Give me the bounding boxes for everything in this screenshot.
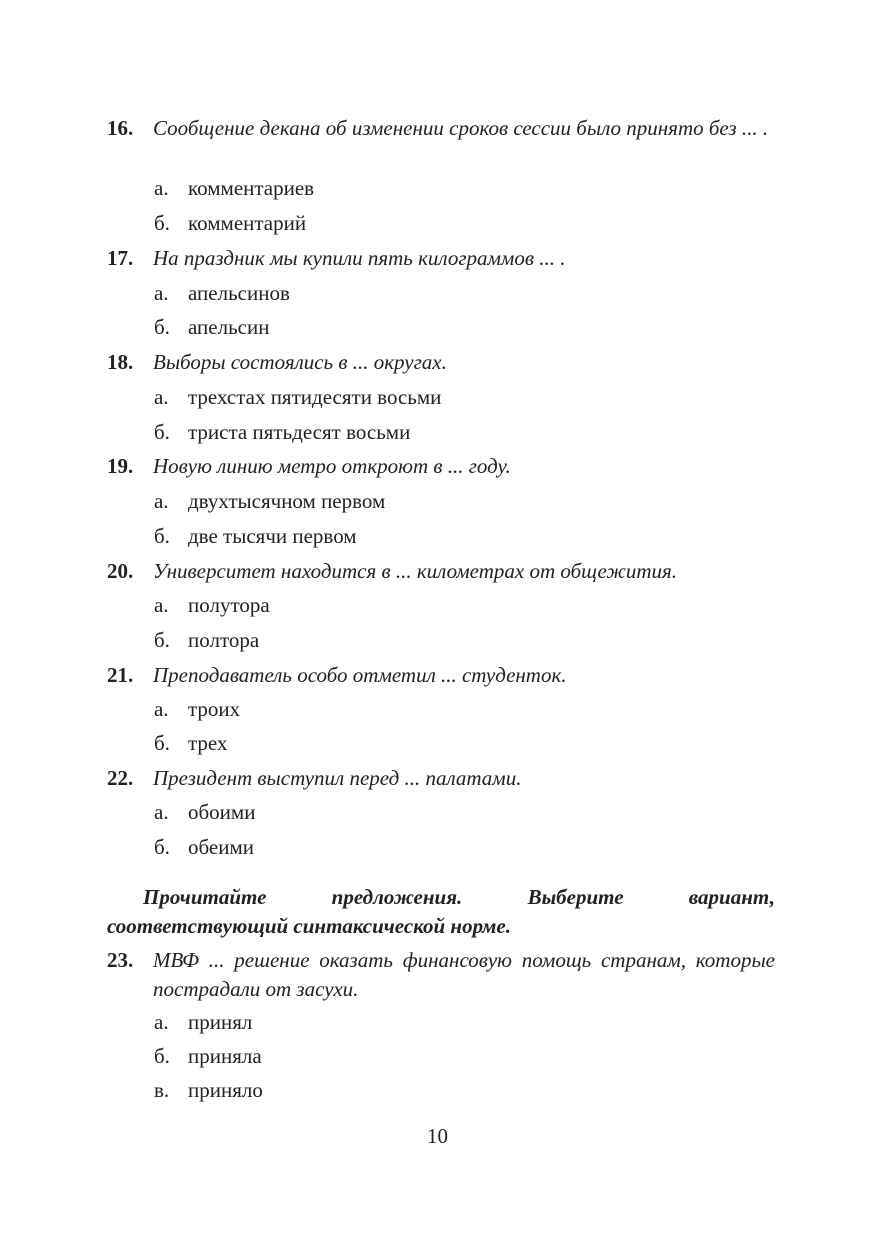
option-letter: а.	[154, 800, 169, 824]
question-text: Выборы состоялись в ... округах.	[153, 350, 447, 374]
question-text: Университет находится в ... километрах от общежития.	[153, 559, 678, 583]
question-text: Сообщение декана об изменении сроков сессии было принято без ... .	[153, 116, 769, 140]
option-text: троих	[188, 697, 241, 721]
question-number: 19.	[107, 454, 134, 478]
option	[154, 695, 240, 724]
option-letter: б.	[154, 315, 170, 339]
option-text: комментарий	[188, 211, 307, 235]
option-text: трехстах пятидесяти восьми	[188, 385, 442, 409]
question-22	[107, 764, 775, 793]
option-text: апельсин	[188, 315, 270, 339]
question-16	[107, 114, 775, 143]
question-text: Преподаватель особо отметил ... студенток.	[153, 663, 567, 687]
option-letter: б.	[154, 420, 170, 444]
option-letter: б.	[154, 835, 170, 859]
option-letter: а.	[154, 697, 169, 721]
option-text: полутора	[188, 593, 270, 617]
option-text: апельсинов	[188, 281, 290, 305]
option	[154, 1008, 252, 1037]
option-text: триста пятьдесят восьми	[188, 420, 411, 444]
option-letter: а.	[154, 385, 169, 409]
question-text: На праздник мы купили пять килограммов ... .	[153, 246, 566, 270]
option-letter: б.	[154, 731, 170, 755]
option-text: принял	[188, 1010, 253, 1034]
option-letter: в.	[154, 1078, 170, 1102]
question-20	[107, 557, 775, 586]
option-text: трех	[188, 731, 228, 755]
question-number: 17.	[107, 246, 134, 270]
question-18	[107, 348, 775, 377]
option	[154, 174, 314, 203]
page-number: 10	[427, 1124, 448, 1148]
option-letter: б.	[154, 628, 170, 652]
option	[154, 209, 306, 238]
question-number: 21.	[107, 663, 134, 687]
option-text: комментариев	[188, 176, 315, 200]
question-21	[107, 661, 775, 690]
option-letter: б.	[154, 524, 170, 548]
question-number: 16.	[107, 116, 134, 140]
option	[154, 1042, 262, 1071]
option-letter: а.	[154, 281, 169, 305]
question-number: 23.	[107, 948, 134, 972]
option-letter: а.	[154, 593, 169, 617]
option	[154, 313, 269, 342]
option	[154, 418, 410, 447]
question-number: 22.	[107, 766, 134, 790]
option	[154, 522, 357, 551]
option-text: полтора	[188, 628, 260, 652]
option	[154, 279, 290, 308]
option-letter: а.	[154, 1010, 169, 1034]
option-letter: а.	[154, 489, 169, 513]
question-number: 20.	[107, 559, 134, 583]
option	[154, 487, 385, 516]
question-19	[107, 452, 775, 481]
question-number: 18.	[107, 350, 134, 374]
option-text: две тысячи первом	[188, 524, 357, 548]
section-instruction: Прочитайте предложения. Выберите вариант, соответствующий синтаксической норме.	[107, 885, 775, 938]
option-text: обеими	[188, 835, 254, 859]
question-23	[107, 946, 775, 1004]
option-letter: б.	[154, 1044, 170, 1068]
option	[154, 626, 259, 655]
option-text: приняла	[188, 1044, 262, 1068]
option-text: приняло	[188, 1078, 263, 1102]
option	[154, 729, 227, 758]
question-17	[107, 244, 775, 273]
option	[154, 1076, 263, 1105]
option-text: двухтысячном первом	[188, 489, 386, 513]
option-letter: а.	[154, 176, 169, 200]
question-text: Новую линию метро откроют в ... году.	[153, 454, 511, 478]
option	[154, 833, 254, 862]
option	[154, 591, 270, 620]
option-text: обоими	[188, 800, 256, 824]
question-text: Президент выступил перед ... палатами.	[153, 766, 522, 790]
option	[154, 798, 255, 827]
option-letter: б.	[154, 211, 170, 235]
question-text: МВФ ... решение оказать финансовую помощь странам, которые пострадали от засухи.	[153, 948, 775, 1001]
option	[154, 383, 441, 412]
